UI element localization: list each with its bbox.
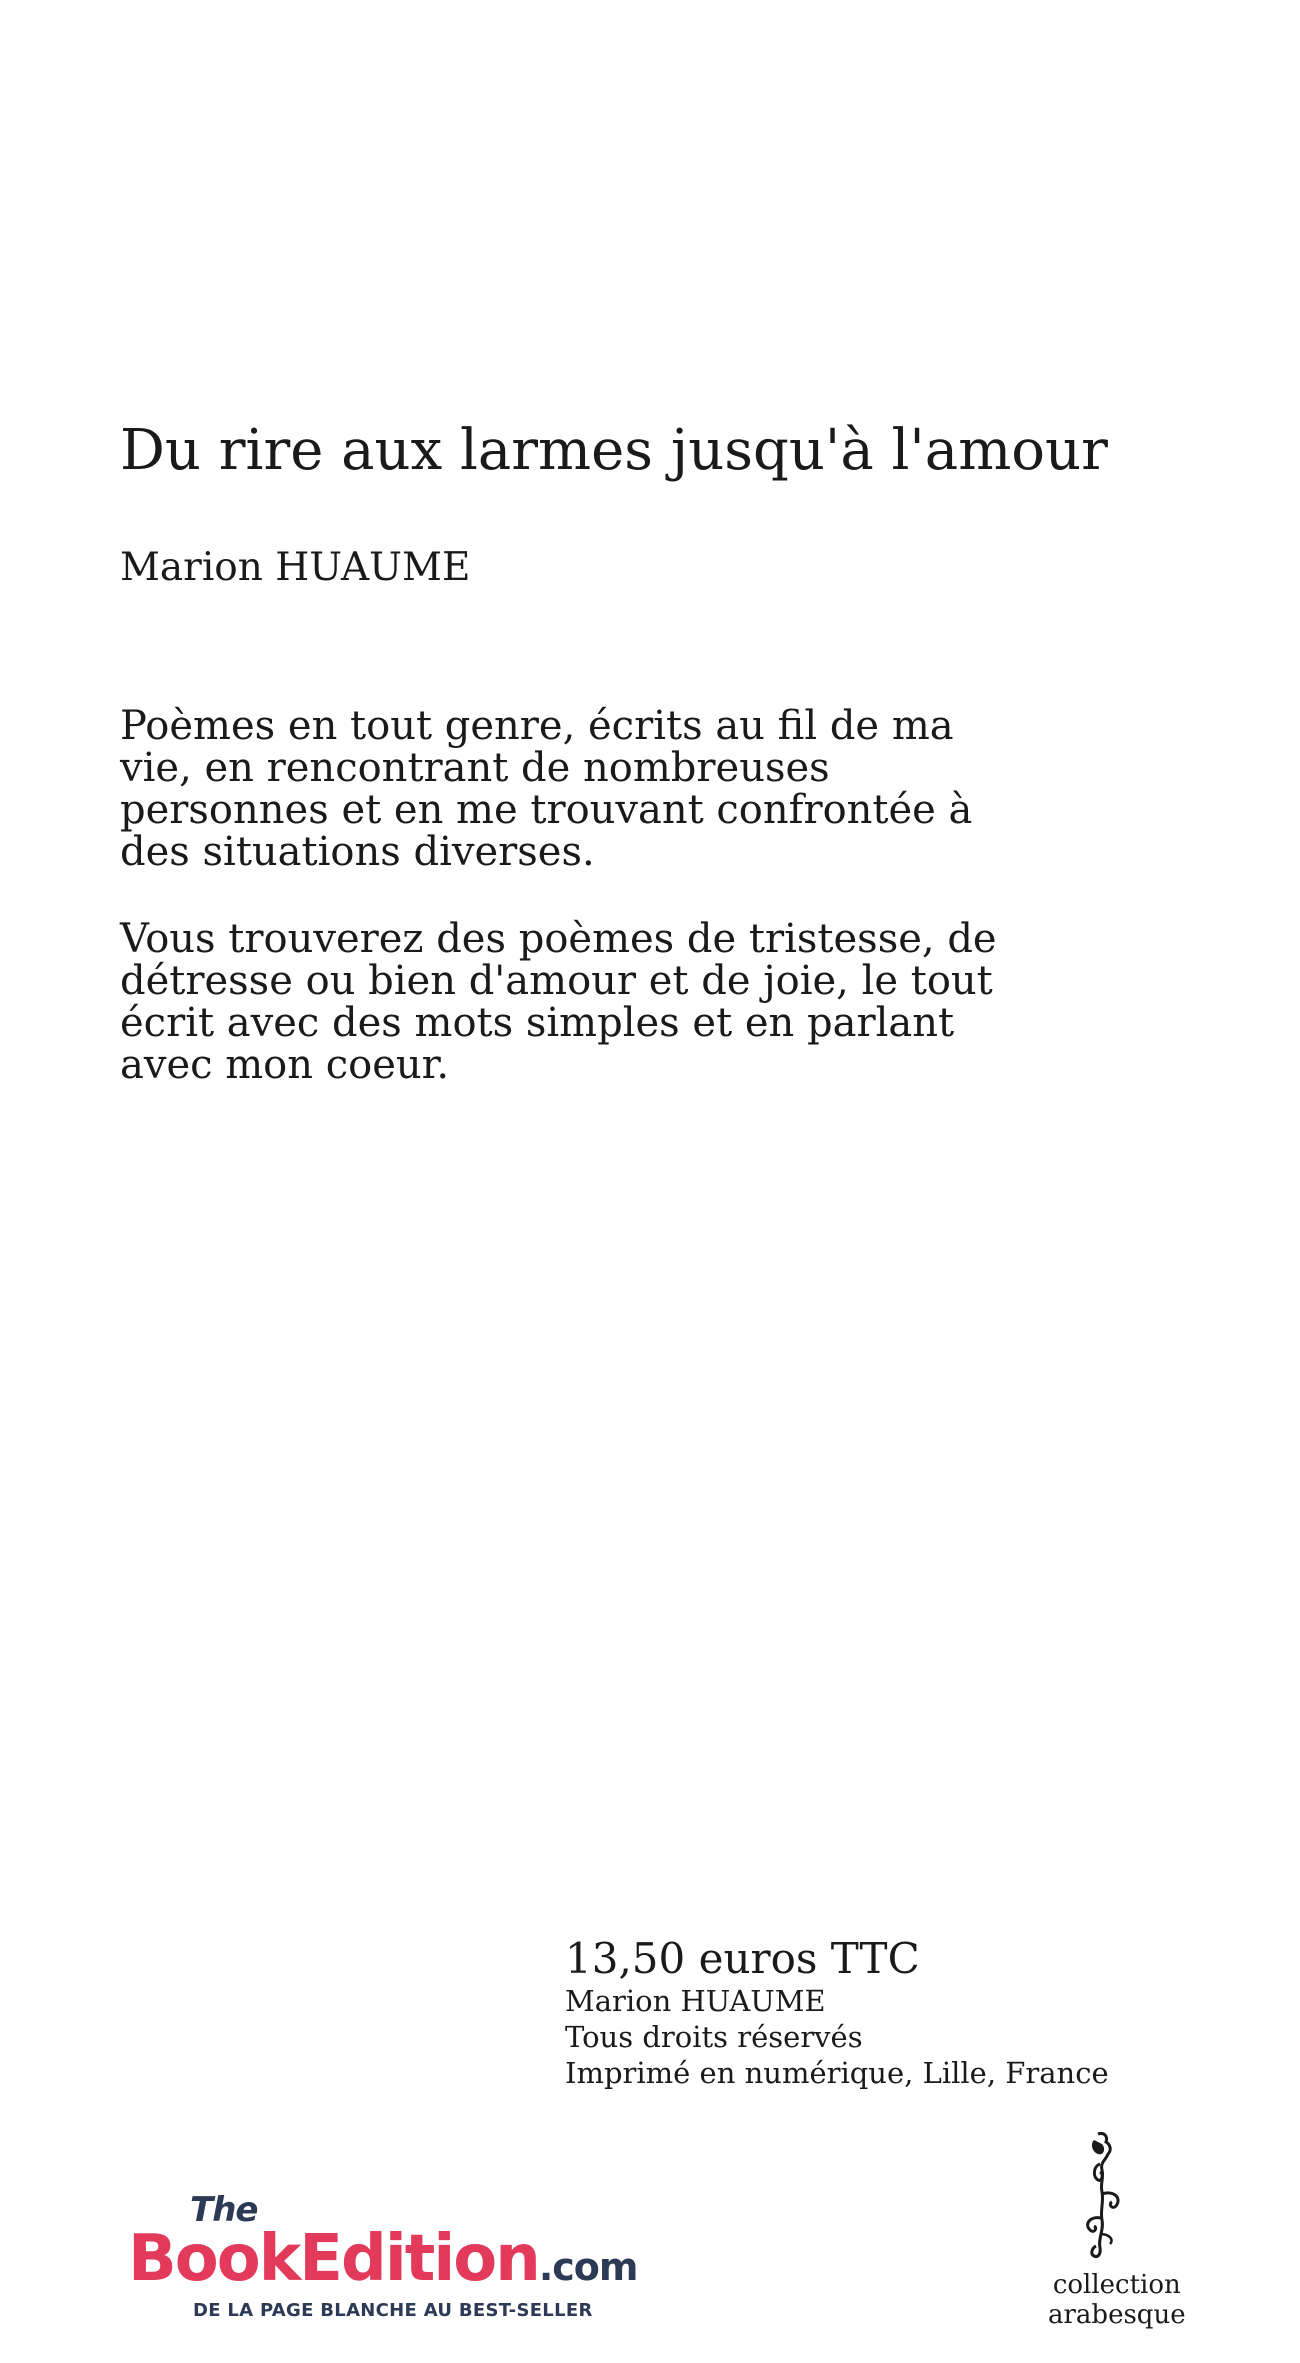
- book-author: Marion HUAUME: [120, 545, 471, 590]
- collection-name: arabesque: [1048, 2300, 1186, 2330]
- seahorse-flourish-icon: [1070, 2130, 1130, 2260]
- price: 13,50 euros TTC: [565, 1934, 920, 1983]
- collection-text: [1048, 2270, 1186, 2330]
- bookedition-logo: [128, 2190, 728, 2340]
- collection-label: collection: [1052, 2270, 1181, 2300]
- blurb-paragraph-2: Vous trouverez des poèmes de tristesse, de détresse ou bien d'amour et de joie, le tout écrit avec des mots simples et en parlant avec mon coeur.: [120, 916, 997, 1088]
- imprint-rights: Tous droits réservés: [565, 2020, 863, 2054]
- logo-the: The: [190, 2190, 258, 2230]
- blurb-paragraph-1: Poèmes en tout genre, écrits au fil de ma vie, en rencontrant de nombreuses personnes et en me trouvant confrontée à des situations diverses.: [120, 703, 973, 875]
- imprint-author: Marion HUAUME: [565, 1984, 826, 2018]
- logo-wordmark: [128, 2222, 637, 2296]
- book-title: Du rire aux larmes jusqu'à l'amour: [120, 418, 1108, 483]
- collection-arabesque-logo: [1030, 2130, 1230, 2340]
- logo-tagline: DE LA PAGE BLANCHE AU BEST-SELLER: [193, 2300, 593, 2321]
- logo-brand: BookEdition: [128, 2222, 539, 2296]
- imprint-block: [565, 1935, 1109, 2091]
- logo-domain: .com: [538, 2245, 638, 2289]
- imprint-printed: Imprimé en numérique, Lille, France: [565, 2056, 1109, 2090]
